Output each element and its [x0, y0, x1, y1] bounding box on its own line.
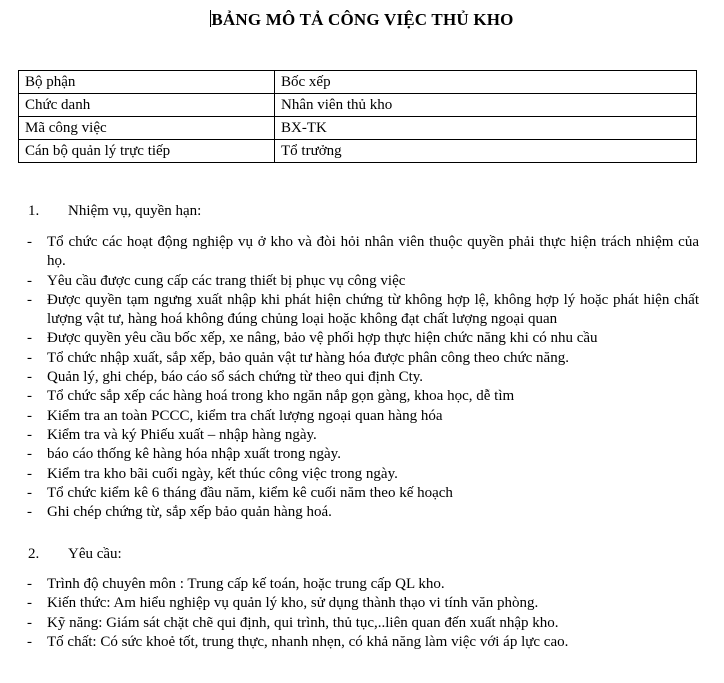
table-cell-label: Bộ phận	[19, 71, 275, 94]
list-item-text: Tổ chức kiểm kê 6 tháng đầu năm, kiểm kê cuối năm theo kế hoạch	[47, 484, 453, 501]
list-item-text: Được quyền tạm ngưng xuất nhập khi phát hiện chứng từ không hợp lệ, không hợp lý hoặc phát hiện chất lượng vật tư, hàng hoá không đúng chủng loại hoặc không đạt chất lượng ngoại quan	[47, 291, 699, 328]
section-2-title: Yêu cầu:	[68, 546, 122, 562]
document-title	[0, 10, 724, 30]
bullet-dash: -	[27, 595, 32, 612]
list-item	[27, 407, 699, 426]
list-item	[27, 368, 699, 387]
table-cell-value: Tổ trưởng	[275, 140, 697, 163]
table-cell-value: Nhân viên thủ kho	[275, 94, 697, 117]
table-cell-label: Cán bộ quản lý trực tiếp	[19, 140, 275, 163]
bullet-dash: -	[27, 576, 32, 592]
list-item	[27, 233, 699, 272]
info-table	[18, 70, 697, 163]
bullet-dash: -	[27, 484, 32, 501]
list-item-text: Kiến thức: Am hiểu nghiệp vụ quản lý kho, sử dụng thành thạo vi tính văn phòng.	[47, 595, 539, 612]
table-cell-label: Chức danh	[19, 94, 275, 117]
list-item-text: Được quyền yêu cầu bốc xếp, xe nâng, bảo vệ phối hợp thực hiện chức năng khi có nhu cầu	[47, 330, 598, 347]
list-item-text: Kiểm tra kho bãi cuối ngày, kết thúc công việc trong ngày.	[47, 465, 398, 482]
table-cell-label: Mã công việc	[19, 117, 275, 140]
bullet-dash: -	[27, 426, 32, 443]
list-item-text: báo cáo thống kê hàng hóa nhập xuất trong ngày.	[47, 446, 341, 463]
list-item	[27, 329, 699, 348]
bullet-dash: -	[27, 291, 32, 308]
table-row	[19, 140, 697, 163]
bullet-dash: -	[27, 330, 32, 347]
list-item	[27, 291, 699, 330]
section-1-title: Nhiệm vụ, quyền hạn:	[68, 203, 202, 219]
list-item	[27, 503, 699, 522]
list-item-text: Kiểm tra và ký Phiếu xuất – nhập hàng ngày.	[47, 426, 317, 443]
bullet-dash: -	[27, 234, 32, 250]
table-row	[19, 94, 697, 117]
list-item	[27, 614, 699, 633]
bullet-dash: -	[27, 388, 32, 405]
bullet-dash: -	[27, 407, 32, 424]
list-item-text: Kỹ năng: Giám sát chặt chẽ qui định, qui trình, thủ tục,..liên quan đến xuất nhập kho.	[47, 614, 559, 631]
section-2-list	[27, 575, 699, 652]
list-item	[27, 445, 699, 464]
bullet-dash: -	[27, 614, 32, 631]
table-row	[19, 117, 697, 140]
section-1-number: 1.	[28, 203, 40, 219]
list-item-text: Kiểm tra an toàn PCCC, kiểm tra chất lượng ngoại quan hàng hóa	[47, 407, 443, 424]
list-item-text: Ghi chép chứng từ, sắp xếp bảo quản hàng hoá.	[47, 504, 332, 521]
section-1-heading	[28, 203, 201, 220]
bullet-dash: -	[27, 504, 32, 521]
table-cell-value: Bốc xếp	[275, 71, 697, 94]
list-item-text: Trình độ chuyên môn : Trung cấp kế toán, hoặc trung cấp QL kho.	[47, 576, 445, 592]
document-title-text: BẢNG MÔ TẢ CÔNG VIỆC THỦ KHO	[211, 10, 514, 29]
list-item-text: Yêu cầu được cung cấp các trang thiết bị phục vụ công việc	[47, 272, 406, 289]
list-item-text: Tố chất: Có sức khoẻ tốt, trung thực, nhanh nhẹn, có khả năng làm việc với áp lực cao.	[47, 633, 569, 650]
list-item-text: Quản lý, ghi chép, báo cáo sổ sách chứng từ theo qui định Cty.	[47, 369, 424, 386]
table-cell-value: BX-TK	[275, 117, 697, 140]
bullet-dash: -	[27, 369, 32, 386]
list-item	[27, 484, 699, 503]
list-item-text: Tổ chức nhập xuất, sắp xếp, bảo quản vật tư hàng hóa được phân công theo chức năng.	[47, 349, 569, 366]
list-item	[27, 426, 699, 445]
bullet-dash: -	[27, 272, 32, 289]
bullet-dash: -	[27, 465, 32, 482]
list-item	[27, 594, 699, 613]
section-2-number: 2.	[28, 546, 40, 562]
list-item	[27, 575, 699, 594]
bullet-dash: -	[27, 349, 32, 366]
table-row	[19, 71, 697, 94]
list-item	[27, 272, 699, 291]
bullet-dash: -	[27, 446, 32, 463]
list-item-text: Tổ chức sắp xếp các hàng hoá trong kho ngăn nắp gọn gàng, khoa học, dễ tìm	[47, 388, 515, 405]
list-item	[27, 349, 699, 368]
list-item-text: Tổ chức các hoạt động nghiệp vụ ở kho và đòi hỏi nhân viên thuộc quyền phải thực hiện trách nhiệm của họ.	[47, 234, 699, 270]
section-2-heading	[28, 546, 122, 563]
list-item	[27, 387, 699, 406]
bullet-dash: -	[27, 633, 32, 650]
section-1-list	[27, 233, 699, 522]
list-item	[27, 465, 699, 484]
list-item	[27, 633, 699, 652]
